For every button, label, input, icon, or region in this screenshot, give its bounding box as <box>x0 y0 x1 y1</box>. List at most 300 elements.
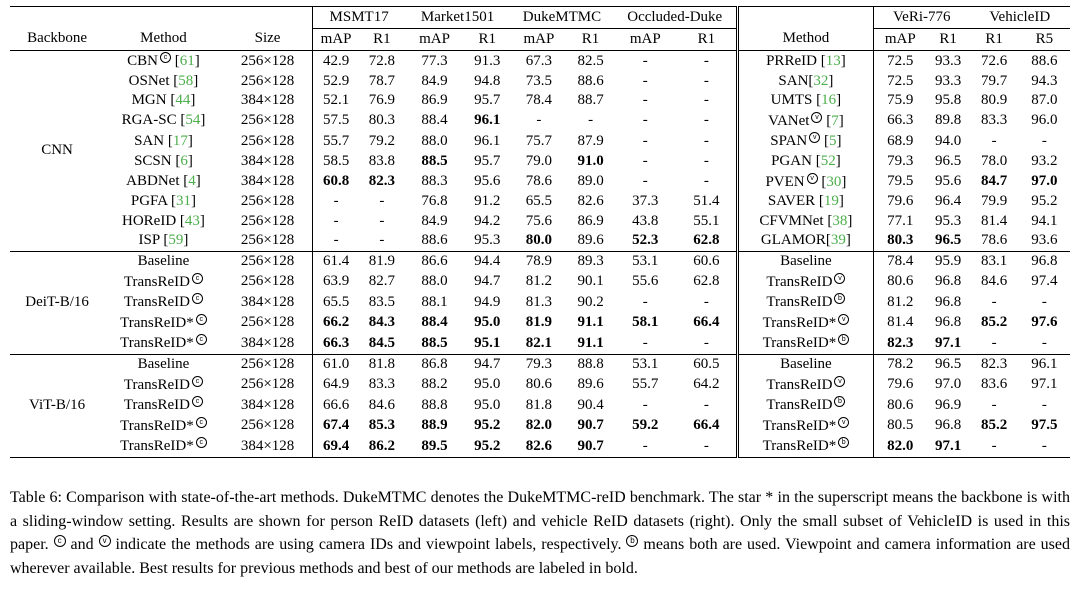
table-row <box>10 192 1070 212</box>
method-header: Method <box>737 29 873 51</box>
metric-cell: 61.0 <box>322 355 350 372</box>
method-cell <box>737 395 873 416</box>
metric-cell: 96.1 <box>474 132 501 149</box>
table-row <box>10 375 1070 396</box>
circled-letter: v <box>834 376 845 387</box>
citation-link[interactable]: 52 <box>820 152 836 169</box>
metric-cell: 97.1 <box>927 333 970 354</box>
metric-cell: - <box>1041 293 1047 310</box>
viewpoint-mark-icon <box>834 272 845 284</box>
metric-cell: - <box>313 231 359 251</box>
citation-bracket: ] <box>838 193 844 210</box>
method-name: PRReID <box>766 52 817 69</box>
metric-cell: 82.3 <box>368 173 395 190</box>
citation-link[interactable]: 61 <box>179 53 195 69</box>
caption-text: means both are used. Viewpoint and camera information are used wherever available. Best results for previous methods and best of our methods are labeled in bold. <box>10 536 1070 577</box>
table-row <box>10 416 1070 437</box>
metric-cell: 96.5 <box>927 231 970 251</box>
circled-letter: b <box>838 437 849 448</box>
header-row-metrics <box>10 29 1070 51</box>
metric-cell: 95.2 <box>474 417 501 434</box>
citation-bracket: [ <box>179 173 189 190</box>
metric-cell: 88.6 <box>1019 51 1070 72</box>
method-name: SPAN <box>770 133 808 150</box>
citation-bracket: ] <box>193 72 199 89</box>
method-cell <box>104 313 223 334</box>
camera-mark-icon <box>192 292 203 304</box>
backbone-label: DeiT-B/16 <box>10 251 104 354</box>
metric-cell: 85.2 <box>981 314 1008 331</box>
method-cell <box>737 375 873 396</box>
citation-bracket: ] <box>836 133 842 150</box>
method-name: MGN <box>131 92 167 109</box>
method-cell <box>737 51 873 72</box>
citation-bracket: [ <box>169 72 179 89</box>
metric-cell: 37.3 <box>632 193 659 210</box>
citation-bracket: [ <box>817 173 827 190</box>
metric-cell: 96.5 <box>935 152 962 169</box>
circled-letter: b <box>834 293 845 304</box>
metric-cell: 61.4 <box>322 252 350 269</box>
citation-bracket: ] <box>835 152 841 169</box>
metric-cell: 88.6 <box>405 231 464 251</box>
viewpoint-mark-icon <box>838 416 849 428</box>
citation-link[interactable]: 43 <box>184 212 200 229</box>
method-name: TransReID* <box>120 417 194 434</box>
metric-cell: 51.4 <box>677 192 737 212</box>
metric-cell: 82.0 <box>525 417 553 434</box>
metric-cell: 80.6 <box>887 273 914 290</box>
method-name: SCSN <box>134 152 172 169</box>
metric-cell: 84.6 <box>981 273 1008 290</box>
metric-cell: 75.6 <box>525 212 553 229</box>
circled-letter: c <box>196 437 207 448</box>
metric-cell: - <box>677 152 737 172</box>
metric-cell: - <box>1041 396 1047 413</box>
metric-cell: 80.3 <box>873 231 926 251</box>
metric-cell: 81.8 <box>525 396 553 413</box>
metric-cell: 86.6 <box>421 252 448 269</box>
method-name: Baseline <box>137 355 190 372</box>
metric-cell: 80.0 <box>510 231 567 251</box>
method-name: SAVER <box>767 193 816 210</box>
circled-letter: v <box>807 173 818 184</box>
metric-cell: - <box>379 212 385 229</box>
circled-letter: c <box>192 396 203 407</box>
input-size: 384×128 <box>223 91 313 111</box>
citation-link[interactable]: 58 <box>178 72 194 89</box>
method-cell <box>104 354 223 374</box>
metric-cell: 97.5 <box>1031 417 1058 434</box>
citation-bracket: ] <box>845 232 851 249</box>
metric-cell: 97.0 <box>935 376 962 392</box>
method-name: ISP <box>138 232 160 249</box>
metric-cell: 84.9 <box>421 212 448 229</box>
circled-letter: b <box>838 334 849 345</box>
citation-bracket: [ <box>825 232 831 249</box>
method-name: CBN <box>127 53 158 69</box>
camera-mark-icon <box>196 436 207 448</box>
table-row <box>10 131 1070 152</box>
metric-cell: 63.9 <box>322 273 350 290</box>
metric-cell: 87.9 <box>577 132 604 149</box>
citation-link[interactable]: 13 <box>825 52 841 69</box>
table-row <box>10 72 1070 92</box>
table-body <box>10 51 1070 458</box>
camera-mark-icon <box>196 333 207 345</box>
citation-link[interactable]: 59 <box>168 232 184 249</box>
method-cell <box>104 91 223 111</box>
caption-text: indicate the methods are using camera IDs and viewpoint labels, respectively. <box>110 536 627 553</box>
metric-cell: - <box>991 132 997 149</box>
method-cell <box>104 272 223 293</box>
method-name: ABDNet <box>126 173 180 190</box>
method-cell <box>737 292 873 313</box>
metric-cell: 89.6 <box>568 231 614 251</box>
metric-cell: 94.7 <box>474 355 501 372</box>
method-name: OSNet <box>128 72 170 89</box>
metric-cell: 95.0 <box>474 314 501 331</box>
metric-cell: 78.6 <box>970 231 1019 251</box>
citation-link[interactable]: 44 <box>175 92 191 109</box>
metric-cell: 87.0 <box>1031 92 1058 109</box>
citation-bracket: [ <box>811 152 821 169</box>
metric-cell: 67.4 <box>322 417 350 434</box>
metric-cell: 68.9 <box>887 132 914 149</box>
circled-letter: c <box>196 417 207 428</box>
citation-link[interactable]: 7 <box>831 112 839 129</box>
method-name: PGAN <box>771 152 812 169</box>
viewpoint-mark-icon <box>811 111 822 123</box>
citation-link[interactable]: 19 <box>823 193 839 210</box>
metric-cell: - <box>614 333 677 354</box>
metric-cell: 84.5 <box>359 333 405 354</box>
citation-bracket: ] <box>190 92 196 109</box>
input-size: 384×128 <box>223 292 313 313</box>
method-name: TransReID* <box>762 335 837 352</box>
metric-cell: 83.1 <box>981 252 1008 269</box>
metric-cell: 83.3 <box>981 112 1008 129</box>
citation-bracket: ] <box>847 212 853 229</box>
citation-bracket: [ <box>812 92 822 109</box>
input-size: 256×128 <box>223 416 313 437</box>
method-cell <box>104 212 223 232</box>
metric-cell: 80.3 <box>368 112 395 129</box>
metric-cell: 88.4 <box>421 314 448 331</box>
metric-cell: 96.9 <box>935 396 962 413</box>
metric-cell: 72.8 <box>359 51 405 72</box>
metric-cell: 80.5 <box>887 417 914 434</box>
metric-cell: 80.9 <box>981 92 1008 109</box>
table-row <box>10 111 1070 132</box>
citation-bracket: [ <box>815 193 824 210</box>
metric-cell: 66.6 <box>322 396 350 413</box>
metric-cell: 67.3 <box>510 51 567 72</box>
citation-link[interactable]: 5 <box>829 133 837 150</box>
metric-header: mAP <box>405 29 464 51</box>
metric-cell: 90.7 <box>568 436 614 457</box>
metric-cell: 94.0 <box>935 132 962 149</box>
input-size: 384×128 <box>223 395 313 416</box>
metric-cell: - <box>1019 333 1070 354</box>
method-cell <box>104 436 223 457</box>
method-name: HOReID <box>122 212 177 229</box>
method-name: Baseline <box>780 355 832 372</box>
method-cell <box>104 333 223 354</box>
metric-cell: 79.5 <box>887 173 914 190</box>
citation-link[interactable]: 31 <box>176 193 192 210</box>
method-cell <box>104 416 223 437</box>
method-cell <box>737 333 873 354</box>
metric-cell: 91.2 <box>474 193 501 210</box>
citation-link[interactable]: 17 <box>172 132 188 149</box>
method-name: TransReID <box>123 376 191 393</box>
metric-cell: - <box>642 92 648 109</box>
citation-bracket: [ <box>176 112 186 129</box>
metric-cell: 82.7 <box>368 273 395 290</box>
metric-cell: - <box>642 152 648 169</box>
results-table <box>10 6 1070 458</box>
camera-mark-icon <box>196 416 207 428</box>
metric-cell: - <box>333 193 339 210</box>
metric-cell: 79.3 <box>525 355 553 372</box>
metric-header: mAP <box>614 29 677 51</box>
metric-cell: 94.1 <box>1031 212 1058 229</box>
metric-cell: 52.9 <box>322 72 350 89</box>
citation-link[interactable]: 4 <box>188 173 196 190</box>
method-cell <box>104 192 223 212</box>
viewpoint-mark-icon <box>809 131 820 143</box>
viewpoint-mark-icon <box>838 313 849 325</box>
method-name: UMTS <box>770 92 813 109</box>
metric-header: R5 <box>1019 29 1070 51</box>
metric-cell: 96.4 <box>935 193 962 210</box>
metric-cell: 97.1 <box>1031 376 1058 392</box>
metric-cell: 78.0 <box>981 152 1008 169</box>
metric-cell: 88.0 <box>421 132 448 149</box>
metric-cell: 96.8 <box>1031 252 1058 269</box>
metric-cell: 78.2 <box>887 355 914 372</box>
metric-header: mAP <box>873 29 926 51</box>
circled-letter: v <box>838 417 849 428</box>
metric-cell: 83.5 <box>368 293 395 310</box>
circled-letter: v <box>809 132 820 143</box>
metric-cell: 84.6 <box>368 396 395 413</box>
metric-cell: 84.3 <box>368 314 395 331</box>
metric-cell: 88.2 <box>421 376 448 392</box>
method-cell <box>737 131 873 152</box>
both-mark-icon <box>838 436 849 448</box>
method-name: SAN <box>134 132 165 149</box>
metric-cell: 65.5 <box>322 293 350 310</box>
metric-cell: 60.5 <box>677 354 737 374</box>
both-mark-icon: b <box>626 535 638 547</box>
metric-cell: 94.9 <box>474 293 501 310</box>
metric-cell: 79.3 <box>887 152 914 169</box>
table-row <box>10 436 1070 457</box>
metric-cell: 83.8 <box>368 152 395 169</box>
citation-bracket: ] <box>195 173 201 190</box>
table-caption <box>10 486 1070 580</box>
metric-cell: 86.9 <box>577 212 604 229</box>
method-cell <box>104 251 223 271</box>
citation-bracket: ] <box>183 232 189 249</box>
method-cell <box>737 436 873 457</box>
circled-letter: c <box>160 52 171 63</box>
metric-cell: - <box>991 396 997 413</box>
metric-cell: 96.8 <box>935 273 962 290</box>
metric-cell: 94.2 <box>474 212 501 229</box>
metric-cell: 96.5 <box>935 355 962 372</box>
metric-cell: - <box>642 132 648 149</box>
metric-cell: - <box>970 333 1019 354</box>
citation-bracket: [ <box>166 92 176 109</box>
metric-cell: 95.7 <box>474 152 501 169</box>
input-size: 256×128 <box>223 72 313 92</box>
table-row <box>10 212 1070 232</box>
dataset-header: VehicleID <box>970 7 1070 29</box>
method-name: TransReID <box>766 376 833 393</box>
metric-cell: 76.8 <box>421 193 448 210</box>
metric-cell: 85.2 <box>981 417 1008 434</box>
metric-cell: - <box>642 173 648 190</box>
method-name: TransReID <box>123 273 191 290</box>
method-name: SAN <box>778 72 809 89</box>
metric-cell: - <box>677 131 737 152</box>
input-size: 384×128 <box>223 333 313 354</box>
metric-cell: 89.3 <box>577 252 604 269</box>
metric-header: R1 <box>359 29 405 51</box>
metric-cell: 91.1 <box>577 314 604 331</box>
metric-cell: 72.5 <box>887 72 914 89</box>
metric-cell: - <box>642 72 648 89</box>
metric-cell: 93.3 <box>927 51 970 72</box>
metric-cell: 93.3 <box>935 72 962 89</box>
metric-cell: 95.2 <box>464 436 510 457</box>
method-cell <box>737 152 873 172</box>
metric-cell: 93.6 <box>1019 231 1070 251</box>
metric-cell: 95.0 <box>474 396 501 413</box>
metric-cell: 96.0 <box>1031 112 1058 129</box>
metric-cell: 62.8 <box>677 272 737 293</box>
table-row <box>10 272 1070 293</box>
header-row-datasets <box>10 7 1070 29</box>
citation-link[interactable]: 39 <box>830 232 846 249</box>
citation-link[interactable]: 54 <box>185 112 201 129</box>
method-cell <box>737 416 873 437</box>
metric-cell: 78.9 <box>525 252 553 269</box>
method-name: CFVMNet <box>759 212 824 229</box>
metric-cell: 95.0 <box>474 376 501 392</box>
metric-cell: 95.6 <box>474 173 501 190</box>
backbone-label: CNN <box>10 51 104 252</box>
circled-letter: c <box>196 314 207 325</box>
metric-cell: - <box>642 396 648 413</box>
table-row <box>10 292 1070 313</box>
citation-link[interactable]: 16 <box>821 92 837 109</box>
metric-cell: - <box>614 436 677 457</box>
citation-bracket: ] <box>840 52 846 69</box>
metric-cell: 55.6 <box>632 273 659 290</box>
metric-cell: 83.3 <box>368 376 395 392</box>
metric-cell: 88.8 <box>421 396 448 413</box>
method-cell <box>737 111 873 132</box>
metric-cell: 79.2 <box>368 132 395 149</box>
metric-cell: 55.1 <box>677 212 737 232</box>
metric-cell: 97.4 <box>1031 273 1058 290</box>
metric-cell: 88.1 <box>421 293 448 310</box>
metric-cell: 85.3 <box>368 417 395 434</box>
metric-cell: - <box>642 293 648 310</box>
metric-cell: 78.7 <box>368 72 395 89</box>
metric-cell: 95.8 <box>935 92 962 109</box>
metric-cell: - <box>677 436 737 457</box>
citation-bracket: ] <box>838 112 844 129</box>
method-cell <box>104 131 223 152</box>
metric-cell: 86.2 <box>359 436 405 457</box>
input-size: 384×128 <box>223 172 313 193</box>
circled-letter: c <box>192 293 203 304</box>
metric-cell: 77.1 <box>887 212 914 229</box>
metric-cell: 42.9 <box>313 51 359 72</box>
metric-header: R1 <box>568 29 614 51</box>
table-row <box>10 395 1070 416</box>
method-name: TransReID <box>766 397 833 414</box>
citation-link[interactable]: 6 <box>180 152 188 169</box>
input-size: 256×128 <box>223 212 313 232</box>
metric-cell: 66.4 <box>677 416 737 437</box>
metric-cell: 81.2 <box>887 293 914 310</box>
metric-cell: 88.6 <box>577 72 604 89</box>
metric-cell: 65.5 <box>525 193 553 210</box>
viewpoint-mark-icon: v <box>99 535 111 547</box>
method-cell <box>737 231 873 251</box>
metric-cell: - <box>359 231 405 251</box>
citation-bracket: ] <box>187 152 193 169</box>
input-size: 256×128 <box>223 375 313 396</box>
metric-header: R1 <box>970 29 1019 51</box>
metric-cell: 82.6 <box>510 436 567 457</box>
input-size: 256×128 <box>223 192 313 212</box>
metric-cell: 53.1 <box>632 355 659 372</box>
metric-cell: 94.3 <box>1031 72 1058 89</box>
metric-cell: 88.4 <box>421 112 448 129</box>
method-name: TransReID <box>123 397 191 414</box>
input-size: 256×128 <box>223 354 313 374</box>
method-cell <box>104 395 223 416</box>
metric-cell: 58.1 <box>632 314 659 331</box>
metric-header: mAP <box>510 29 567 51</box>
citation-link[interactable]: 32 <box>813 72 829 89</box>
method-cell <box>737 354 873 374</box>
method-name: TransReID* <box>762 314 837 331</box>
citation-bracket: ] <box>194 53 200 69</box>
metric-cell: 81.4 <box>981 212 1008 229</box>
metric-cell: 84.7 <box>981 173 1008 190</box>
circled-letter: c <box>192 376 203 387</box>
metric-cell: 77.3 <box>405 51 464 72</box>
metric-cell: 95.7 <box>474 92 501 109</box>
citation-link[interactable]: 38 <box>832 212 848 229</box>
metric-cell: 82.3 <box>981 355 1008 372</box>
metric-cell: 96.8 <box>935 417 962 434</box>
circled-letter: c <box>192 273 203 284</box>
metric-cell: 96.8 <box>935 314 962 331</box>
method-name: Baseline <box>780 252 832 269</box>
metric-cell: 88.5 <box>405 333 464 354</box>
table-row <box>10 354 1070 374</box>
citation-link[interactable]: 30 <box>826 173 842 190</box>
